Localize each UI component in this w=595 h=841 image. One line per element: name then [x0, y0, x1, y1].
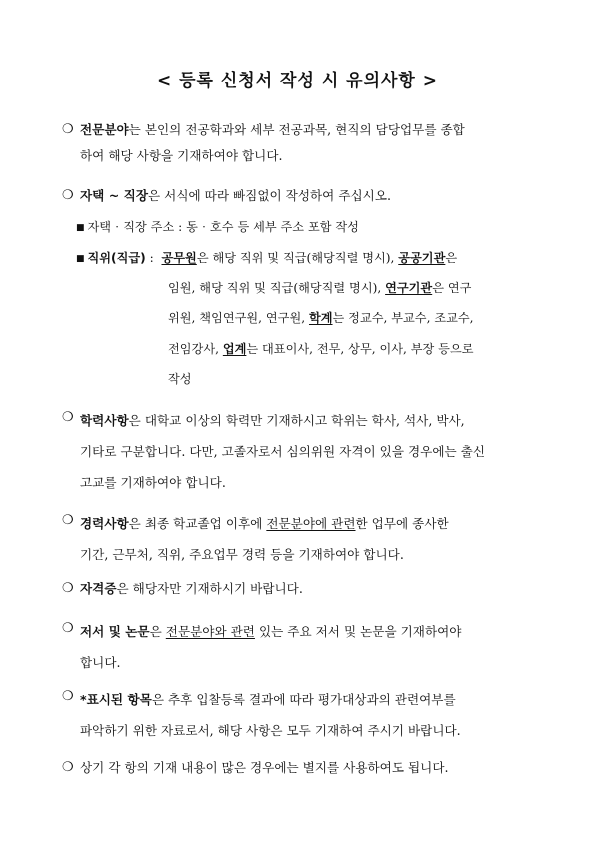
industry-text: 는 대표이사, 전무, 상무, 이사, 부장 등으로	[246, 341, 474, 356]
note-home-work	[62, 183, 542, 209]
note-education	[62, 405, 542, 498]
major-text-1: 는 본인의 전공학과와 세부 전공과목, 현직의 담당업무를 종합	[128, 122, 465, 137]
education-label: 학력사항	[80, 413, 129, 428]
page-title: < 등록 신청서 작성 시 유의사항 >	[156, 71, 439, 91]
extra-text: 상기 각 항의 기재 내용이 많은 경우에는 별지를 사용하여도 됩니다.	[80, 760, 449, 775]
circle-bullet-icon: ❍	[62, 513, 74, 528]
official-label: 공무원	[161, 251, 197, 265]
note-license	[62, 576, 542, 602]
circle-bullet-icon: ❍	[62, 122, 74, 137]
public-label: 공공기관	[398, 251, 446, 265]
career-text-b: 한 업무에 종사한	[355, 516, 449, 531]
position-label: 직위(직급)	[87, 251, 146, 265]
official-text: 은 해당 직위 및 직급(해당직렬 명시),	[196, 251, 399, 265]
square-bullet-icon: ■	[76, 254, 85, 264]
circle-bullet-icon: ❍	[62, 581, 74, 596]
marked-label: *표시된 항목	[80, 692, 152, 707]
address-text: 자택‧직장 주소 : 동‧호수 등 세부 주소 포함 작성	[87, 220, 359, 234]
circle-bullet-icon: ❍	[62, 689, 74, 704]
career-underline: 전문분야에 관련	[266, 516, 356, 531]
academia-text: 는 정교수, 부교수, 조교수,	[332, 311, 474, 326]
home-work-text: 은 서식에 따라 빠짐없이 작성하여 주십시오.	[147, 188, 391, 203]
career-label: 경력사항	[80, 516, 129, 531]
career-text-2: 기간, 근무처, 직위, 주요업무 경력 등을 기재하여야 합니다.	[80, 547, 404, 562]
sub-position	[76, 243, 542, 274]
note-papers	[62, 616, 542, 678]
major-text-2: 하여 해당 사항을 기재하여야 합니다.	[80, 147, 283, 163]
circle-bullet-icon: ❍	[62, 188, 74, 203]
note-career	[62, 508, 542, 570]
note-marked	[62, 684, 542, 746]
position-cont-4: 작성	[168, 371, 192, 386]
home-work-label: 자택 ~ 직장	[80, 188, 148, 203]
academia-label: 학계	[308, 311, 333, 326]
papers-text-2: 합니다.	[80, 655, 121, 670]
circle-bullet-icon: ❍	[62, 621, 74, 636]
education-text-3: 고교를 기재하여야 합니다.	[80, 475, 226, 490]
education-text-2: 기타로 구분합니다. 다만, 고졸자로서 심의위원 자격이 있을 경우에는 출신	[80, 444, 485, 459]
position-sep: :	[145, 251, 162, 265]
career-text-a: 은 최종 학교졸업 이후에	[128, 516, 267, 531]
marked-text-1: 은 추후 입찰등록 결과에 따라 평가대상과의 관련여부를	[151, 692, 456, 707]
position-cont-3: 전임강사,	[168, 341, 223, 356]
research-text: 은 연구	[432, 281, 472, 295]
circle-bullet-icon: ❍	[62, 760, 74, 775]
note-extra	[62, 755, 542, 781]
industry-label: 업계	[222, 341, 247, 356]
education-text-1: 은 대학교 이상의 학력만 기재하시고 학위는 학사, 석사, 박사,	[128, 413, 465, 428]
public-text: 은	[445, 251, 458, 265]
note-major	[62, 117, 542, 168]
license-text: 은 해당자만 기재하시기 바랍니다.	[116, 581, 303, 596]
sub-address	[76, 212, 542, 243]
papers-label: 저서 및 논문	[80, 624, 150, 639]
position-cont-1: 임원, 해당 직위 및 직급(해당직렬 명시),	[168, 281, 386, 295]
position-continuation	[168, 273, 542, 394]
square-bullet-icon: ■	[76, 223, 85, 233]
research-label: 연구기관	[385, 281, 433, 295]
marked-text-2: 파악하기 위한 자료로서, 해당 사항은 모두 기재하여 주시기 바랍니다.	[80, 723, 461, 738]
major-label: 전문분야	[80, 122, 129, 137]
papers-text-a: 은	[149, 624, 166, 639]
papers-underline: 전문분야와 관련	[165, 624, 255, 639]
circle-bullet-icon: ❍	[62, 410, 74, 425]
position-cont-2: 위원, 책임연구원, 연구원,	[168, 311, 309, 326]
papers-text-b: 있는 주요 저서 및 논문을 기재하여야	[254, 624, 462, 639]
license-label: 자격증	[80, 581, 117, 596]
